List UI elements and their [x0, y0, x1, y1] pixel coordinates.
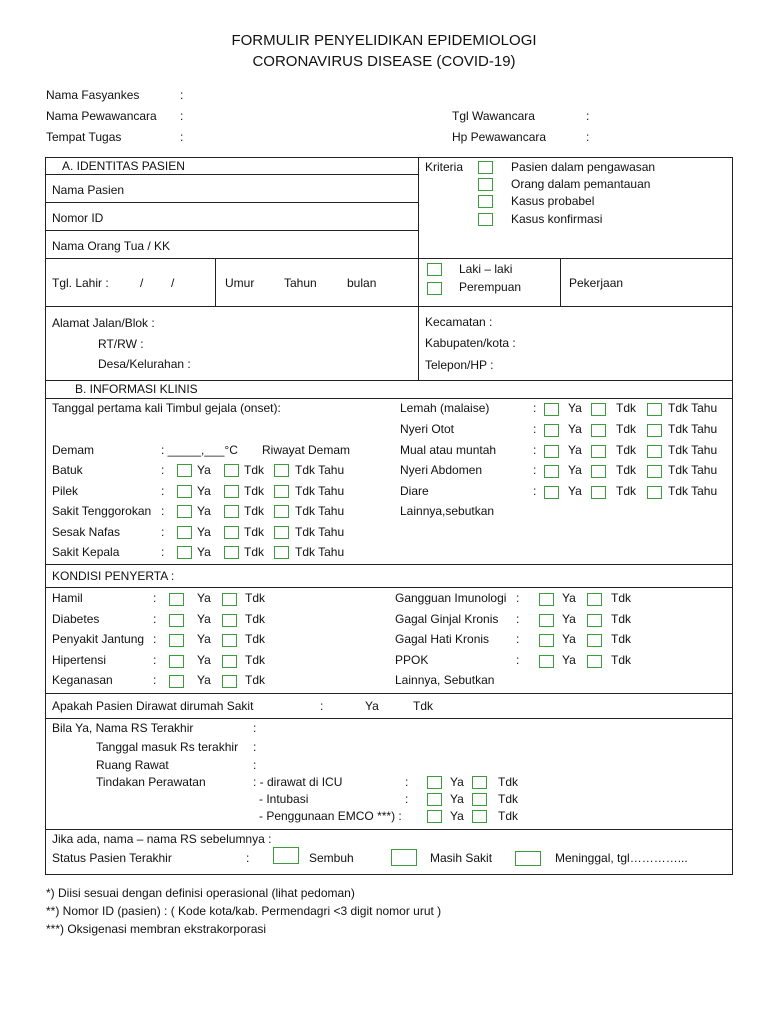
condition-ya-checkbox[interactable] — [169, 655, 184, 668]
symptom-label: Pilek — [52, 484, 79, 498]
symptom-colon: : — [161, 463, 165, 477]
tdk-label: Tdk — [244, 484, 265, 498]
tindakan-ya-checkbox[interactable] — [427, 810, 442, 823]
tdk-tahu-label: Tdk Tahu — [668, 484, 718, 498]
kecamatan-label: Kecamatan : — [425, 315, 493, 329]
symptom-ya-checkbox[interactable] — [177, 526, 192, 539]
perempuan-label: Perempuan — [459, 280, 522, 294]
tdk-tahu-label: Tdk Tahu — [295, 504, 345, 518]
symptom-tdk-checkbox[interactable] — [224, 485, 239, 498]
masih-sakit-checkbox[interactable] — [391, 849, 417, 866]
condition-ya-checkbox[interactable] — [539, 614, 554, 627]
symptom-colon: : — [533, 401, 537, 415]
condition-tdk-checkbox[interactable] — [222, 634, 237, 647]
kriteria-option: Orang dalam pemantauan — [511, 177, 651, 191]
tahun-label: Tahun — [284, 276, 317, 290]
symptom-label: Lemah (malaise) — [400, 401, 490, 415]
condition-tdk-checkbox[interactable] — [222, 593, 237, 606]
meninggal-checkbox[interactable] — [515, 851, 541, 866]
demam-value: : _____,___°C — [161, 443, 238, 457]
tindakan-ya-checkbox[interactable] — [427, 793, 442, 806]
symptom-label: Mual atau muntah — [400, 443, 497, 457]
meninggal-label: Meninggal, tgl…………... — [555, 851, 688, 865]
symptom-colon: : — [533, 422, 537, 436]
tdk-label: Tdk — [244, 463, 265, 477]
perempuan-checkbox[interactable] — [427, 282, 442, 295]
condition-colon: : — [516, 632, 520, 646]
onset-label: Tanggal pertama kali Timbul gejala (onset): — [52, 401, 281, 415]
tdk-label: Tdk — [245, 612, 266, 626]
symptom-ya-checkbox[interactable] — [544, 486, 559, 499]
demam-label: Demam — [52, 443, 95, 457]
footnote: **) Nomor ID (pasien) : ( Kode kota/kab. Permendagri <3 digit nomor urut ) — [46, 904, 442, 918]
kriteria-option: Pasien dalam pengawasan — [511, 160, 656, 174]
ya-label: Ya — [197, 545, 211, 559]
symptom-colon: : — [533, 484, 537, 498]
footnote: ***) Oksigenasi membran ekstrakorporasi — [46, 922, 267, 936]
riwayat-demam-label: Riwayat Demam — [262, 443, 351, 457]
symptom-tdktahu-checkbox[interactable] — [274, 526, 289, 539]
tgl-lahir-label: Tgl. Lahir : — [52, 276, 109, 290]
ya-label: Ya — [562, 653, 576, 667]
tdk-label: Tdk — [245, 653, 266, 667]
symptom-label: Diare — [400, 484, 429, 498]
condition-label: Diabetes — [52, 612, 100, 626]
ya-label: Ya — [450, 809, 464, 823]
divider — [45, 380, 733, 381]
dirawat-question: Apakah Pasien Dirawat dirumah Sakit — [52, 699, 254, 713]
tindakan-tdk-checkbox[interactable] — [472, 810, 487, 823]
rtrw-label: RT/RW : — [98, 337, 144, 351]
symptom-colon: : — [161, 504, 165, 518]
symptom-label: Sesak Nafas — [52, 525, 121, 539]
sembuh-checkbox[interactable] — [273, 847, 299, 864]
condition-colon: : — [153, 612, 157, 626]
ya-label: Ya — [197, 463, 211, 477]
ya-label: Ya — [568, 401, 582, 415]
lainnya-penyerta-label: Lainnya, Sebutkan — [395, 673, 495, 687]
symptom-colon: : — [161, 545, 165, 559]
tempat-tugas-label: Tempat Tugas — [46, 130, 122, 144]
penyerta-heading: KONDISI PENYERTA : — [52, 569, 175, 583]
condition-ya-checkbox[interactable] — [539, 655, 554, 668]
tdk-label: Tdk — [616, 422, 637, 436]
condition-label: Keganasan — [52, 673, 113, 687]
rs-terakhir-label: Bila Ya, Nama RS Terakhir — [52, 721, 194, 735]
ya-label: Ya — [450, 775, 464, 789]
symptom-ya-checkbox[interactable] — [544, 465, 559, 478]
ya-label: Ya — [568, 484, 582, 498]
symptom-colon: : — [533, 463, 537, 477]
condition-ya-checkbox[interactable] — [169, 593, 184, 606]
telepon-label: Telepon/HP : — [425, 358, 494, 372]
tdk-label: Tdk — [616, 463, 637, 477]
divider — [45, 202, 418, 203]
ya-label: Ya — [197, 632, 211, 646]
icu-label: : - dirawat di ICU — [253, 775, 343, 789]
tdk-label: Tdk — [616, 484, 637, 498]
kriteria-pdp-checkbox[interactable] — [478, 161, 493, 174]
condition-tdk-checkbox[interactable] — [587, 593, 602, 606]
ruang-rawat-label: Ruang Rawat — [96, 758, 169, 772]
pekerjaan-label: Pekerjaan — [569, 276, 624, 290]
kriteria-option: Kasus konfirmasi — [511, 212, 603, 226]
laki-checkbox[interactable] — [427, 263, 442, 276]
condition-tdk-checkbox[interactable] — [222, 655, 237, 668]
tindakan-tdk-checkbox[interactable] — [472, 793, 487, 806]
symptom-tdktahu-checkbox[interactable] — [647, 465, 662, 478]
tdk-label: Tdk — [244, 545, 265, 559]
rs-terakhir-colon: : — [253, 721, 257, 735]
divider — [418, 157, 419, 380]
umur-label: Umur — [225, 276, 255, 290]
ya-label: Ya — [568, 443, 582, 457]
tgl-lahir-slash: / — [140, 276, 144, 290]
divider — [45, 564, 733, 565]
symptom-tdktahu-checkbox[interactable] — [274, 464, 289, 477]
nama-ortu-label: Nama Orang Tua / KK — [52, 239, 171, 253]
symptom-ya-checkbox[interactable] — [177, 505, 192, 518]
symptom-label: Sakit Tenggorokan — [52, 504, 152, 518]
kriteria-label: Kriteria — [425, 160, 464, 174]
tdk-label: Tdk — [244, 525, 265, 539]
symptom-ya-checkbox[interactable] — [544, 445, 559, 458]
tdk-tahu-label: Tdk Tahu — [668, 443, 718, 457]
symptom-tdktahu-checkbox[interactable] — [647, 445, 662, 458]
symptom-ya-checkbox[interactable] — [177, 464, 192, 477]
condition-label: Hipertensi — [52, 653, 107, 667]
tgl-masuk-colon: : — [253, 740, 257, 754]
pewawancara-label: Nama Pewawancara — [46, 109, 157, 123]
tgl-wawancara-colon: : — [586, 109, 590, 123]
symptom-tdk-checkbox[interactable] — [224, 505, 239, 518]
tgl-masuk-label: Tanggal masuk Rs terakhir — [96, 740, 239, 754]
ya-label: Ya — [197, 504, 211, 518]
tdk-label: Tdk — [616, 401, 637, 415]
emco-label: - Penggunaan EMCO ***) : — [259, 809, 402, 823]
tdk-tahu-label: Tdk Tahu — [668, 422, 718, 436]
symptom-tdktahu-checkbox[interactable] — [647, 424, 662, 437]
symptom-tdktahu-checkbox[interactable] — [274, 505, 289, 518]
dirawat-ya[interactable]: Ya — [365, 699, 379, 713]
divider — [45, 306, 733, 307]
symptom-tdktahu-checkbox[interactable] — [647, 486, 662, 499]
condition-label: PPOK — [395, 653, 429, 667]
tgl-wawancara-label: Tgl Wawancara — [452, 109, 535, 123]
symptom-tdk-checkbox[interactable] — [591, 465, 606, 478]
kabupaten-label: Kabupaten/kota : — [425, 336, 516, 350]
condition-label: Gagal Ginjal Kronis — [395, 612, 499, 626]
symptom-ya-checkbox[interactable] — [177, 485, 192, 498]
tdk-label: Tdk — [611, 632, 632, 646]
symptom-tdk-checkbox[interactable] — [591, 445, 606, 458]
ya-label: Ya — [562, 632, 576, 646]
condition-colon: : — [516, 612, 520, 626]
icu-colon: : — [405, 775, 409, 789]
ruang-rawat-colon: : — [253, 758, 257, 772]
condition-ya-checkbox[interactable] — [539, 593, 554, 606]
symptom-tdk-checkbox[interactable] — [224, 526, 239, 539]
form-title: FORMULIR PENYELIDIKAN EPIDEMIOLOGI — [231, 32, 537, 49]
footnote: *) Diisi sesuai dengan definisi operasional (lihat pedoman) — [46, 886, 355, 900]
symptom-tdk-checkbox[interactable] — [224, 546, 239, 559]
symptom-label: Sakit Kepala — [52, 545, 120, 559]
tdk-label: Tdk — [611, 653, 632, 667]
ya-label: Ya — [197, 653, 211, 667]
hp-pewawancara-label: Hp Pewawancara — [452, 130, 547, 144]
divider — [45, 398, 733, 399]
tgl-lahir-slash: / — [171, 276, 175, 290]
pewawancara-colon: : — [180, 109, 184, 123]
tdk-tahu-label: Tdk Tahu — [295, 463, 345, 477]
tindakan-tdk-checkbox[interactable] — [472, 776, 487, 789]
intubasi-colon: : — [405, 792, 409, 806]
tdk-tahu-label: Tdk Tahu — [668, 401, 718, 415]
condition-colon: : — [516, 591, 520, 605]
ya-label: Ya — [197, 612, 211, 626]
symptom-label: Nyeri Abdomen — [400, 463, 483, 477]
symptom-ya-checkbox[interactable] — [544, 424, 559, 437]
condition-label: Gagal Hati Kronis — [395, 632, 490, 646]
ya-label: Ya — [197, 591, 211, 605]
ya-label: Ya — [568, 463, 582, 477]
laki-label: Laki – laki — [459, 262, 513, 276]
symptom-tdk-checkbox[interactable] — [591, 486, 606, 499]
tempat-tugas-colon: : — [180, 130, 184, 144]
ya-label: Ya — [450, 792, 464, 806]
condition-colon: : — [153, 653, 157, 667]
ya-label: Ya — [562, 612, 576, 626]
tindakan-label: Tindakan Perawatan — [96, 775, 206, 789]
hp-pewawancara-colon: : — [586, 130, 590, 144]
symptom-tdk-checkbox[interactable] — [591, 424, 606, 437]
nomor-id-label: Nomor ID — [52, 211, 104, 225]
condition-ya-checkbox[interactable] — [169, 634, 184, 647]
condition-ya-checkbox[interactable] — [169, 614, 184, 627]
dirawat-colon: : — [320, 699, 324, 713]
tdk-label: Tdk — [498, 792, 519, 806]
divider — [45, 718, 733, 719]
symptom-colon: : — [533, 443, 537, 457]
section-a-heading: A. IDENTITAS PASIEN — [62, 159, 185, 173]
bulan-label: bulan — [347, 276, 377, 290]
ya-label: Ya — [568, 422, 582, 436]
condition-ya-checkbox[interactable] — [539, 634, 554, 647]
tdk-tahu-label: Tdk Tahu — [295, 484, 345, 498]
dirawat-tdk[interactable]: Tdk — [413, 699, 434, 713]
fasyankes-colon: : — [180, 88, 184, 102]
sembuh-label: Sembuh — [309, 851, 354, 865]
condition-tdk-checkbox[interactable] — [587, 614, 602, 627]
tindakan-ya-checkbox[interactable] — [427, 776, 442, 789]
tdk-label: Tdk — [245, 632, 266, 646]
tdk-label: Tdk — [498, 775, 519, 789]
ya-label: Ya — [197, 484, 211, 498]
divider — [45, 829, 733, 830]
symptom-tdk-checkbox[interactable] — [224, 464, 239, 477]
condition-colon: : — [516, 653, 520, 667]
tdk-label: Tdk — [616, 443, 637, 457]
condition-label: Gangguan Imunologi — [395, 591, 507, 605]
divider — [45, 174, 418, 175]
ya-label: Ya — [562, 591, 576, 605]
condition-tdk-checkbox[interactable] — [222, 614, 237, 627]
tdk-tahu-label: Tdk Tahu — [668, 463, 718, 477]
divider — [45, 693, 733, 694]
symptom-tdk-checkbox[interactable] — [591, 403, 606, 416]
divider — [45, 230, 418, 231]
condition-colon: : — [153, 632, 157, 646]
symptom-colon: : — [161, 484, 165, 498]
symptom-label: Nyeri Otot — [400, 422, 455, 436]
tdk-label: Tdk — [245, 673, 266, 687]
kriteria-option: Kasus probabel — [511, 194, 595, 208]
condition-label: Penyakit Jantung — [52, 632, 145, 646]
lainnya-klinis-label: Lainnya,sebutkan — [400, 504, 495, 518]
form-subtitle: CORONAVIRUS DISEASE (COVID-19) — [252, 53, 516, 70]
symptom-colon: : — [161, 525, 165, 539]
desa-label: Desa/Kelurahan : — [98, 357, 191, 371]
tdk-tahu-label: Tdk Tahu — [295, 545, 345, 559]
condition-tdk-checkbox[interactable] — [587, 655, 602, 668]
kriteria-probabel-checkbox[interactable] — [478, 195, 493, 208]
condition-ya-checkbox[interactable] — [169, 675, 184, 688]
symptom-tdktahu-checkbox[interactable] — [274, 485, 289, 498]
symptom-tdktahu-checkbox[interactable] — [647, 403, 662, 416]
symptom-tdktahu-checkbox[interactable] — [274, 546, 289, 559]
ya-label: Ya — [197, 525, 211, 539]
divider — [45, 258, 733, 259]
status-colon: : — [246, 851, 250, 865]
condition-colon: : — [153, 673, 157, 687]
status-label: Status Pasien Terakhir — [52, 851, 172, 865]
symptom-ya-checkbox[interactable] — [177, 546, 192, 559]
kriteria-konfirmasi-checkbox[interactable] — [478, 213, 493, 226]
symptom-ya-checkbox[interactable] — [544, 403, 559, 416]
tdk-label: Tdk — [611, 591, 632, 605]
intubasi-label: - Intubasi — [259, 792, 309, 806]
ya-label: Ya — [197, 673, 211, 687]
tdk-label: Tdk — [611, 612, 632, 626]
condition-colon: : — [153, 591, 157, 605]
condition-tdk-checkbox[interactable] — [587, 634, 602, 647]
tdk-label: Tdk — [244, 504, 265, 518]
tdk-label: Tdk — [498, 809, 519, 823]
divider — [215, 258, 216, 306]
kriteria-odp-checkbox[interactable] — [478, 178, 493, 191]
condition-label: Hamil — [52, 591, 83, 605]
condition-tdk-checkbox[interactable] — [222, 675, 237, 688]
divider — [560, 258, 561, 306]
divider — [45, 587, 733, 588]
fasyankes-label: Nama Fasyankes — [46, 88, 140, 102]
tdk-tahu-label: Tdk Tahu — [295, 525, 345, 539]
tdk-label: Tdk — [245, 591, 266, 605]
rs-sebelumnya-label: Jika ada, nama – nama RS sebelumnya : — [52, 832, 272, 846]
symptom-label: Batuk — [52, 463, 83, 477]
section-b-heading: B. INFORMASI KLINIS — [75, 382, 198, 396]
alamat-label: Alamat Jalan/Blok : — [52, 316, 155, 330]
nama-pasien-label: Nama Pasien — [52, 183, 125, 197]
masih-sakit-label: Masih Sakit — [430, 851, 493, 865]
